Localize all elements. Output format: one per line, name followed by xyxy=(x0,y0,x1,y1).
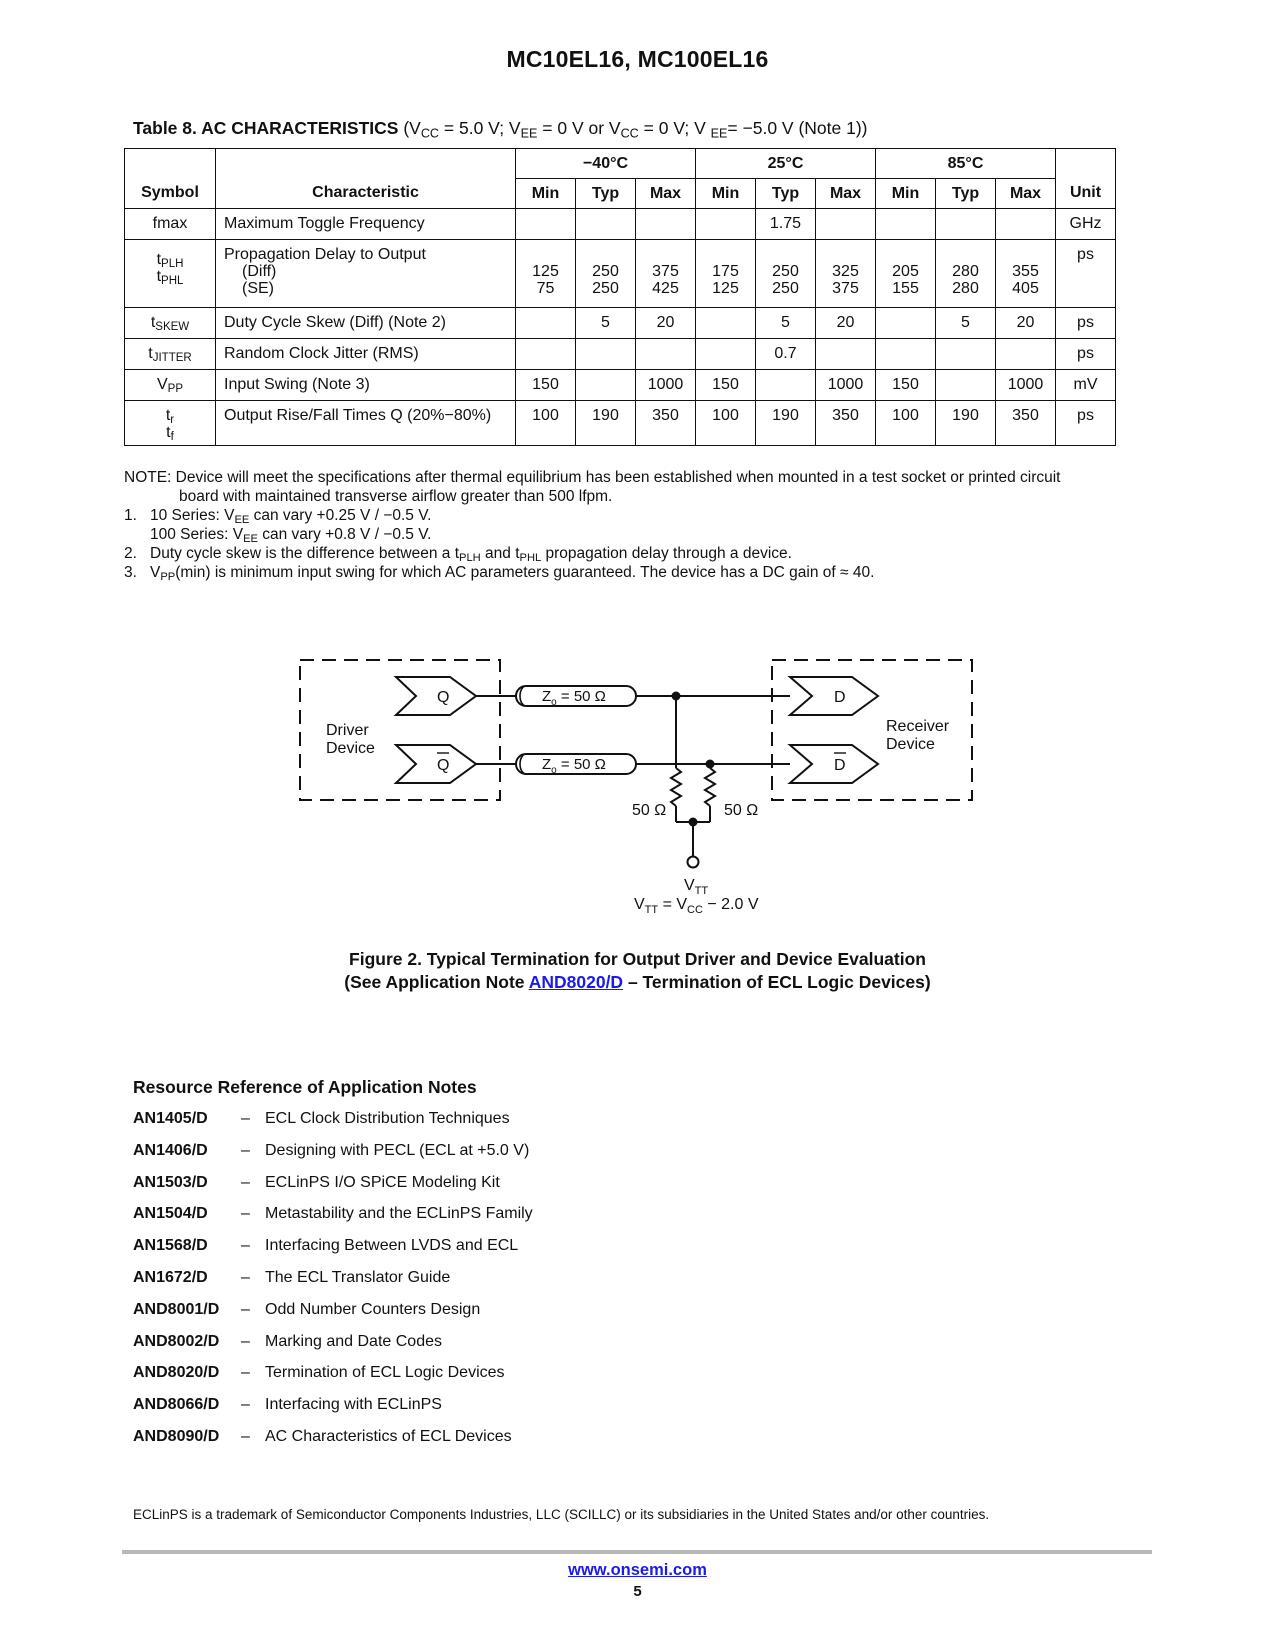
dash-separator: – xyxy=(241,1364,250,1382)
col-max: Max xyxy=(996,179,1056,209)
characteristic-cell: Random Clock Jitter (RMS) xyxy=(216,339,516,370)
app-note-id: AND8002/D xyxy=(133,1332,220,1350)
value-cell xyxy=(576,339,636,370)
resistor-1-label: 50 Ω xyxy=(632,802,667,819)
value-cell: 20 xyxy=(996,308,1056,339)
footer-divider xyxy=(122,1550,1152,1554)
value-cell xyxy=(996,339,1056,370)
value-cell xyxy=(636,209,696,240)
dash-separator: – xyxy=(241,1110,250,1127)
col-typ: Typ xyxy=(756,179,816,209)
table-row xyxy=(125,401,1116,446)
app-note-id: AN1405/D xyxy=(133,1110,208,1127)
col-characteristic: Characteristic xyxy=(216,149,516,209)
input-dbar-label: D xyxy=(834,757,846,774)
trademark-note: ECLinPS is a trademark of Semiconductor Components Industries, LLC (SCILLC) or its subsidiaries in the United States and/or other countries. xyxy=(133,1507,990,1522)
value-cell: 100 xyxy=(696,401,756,446)
unit-cell: ps xyxy=(1056,339,1116,370)
ac-characteristics-table xyxy=(124,148,1116,446)
vtt-equation: $V_{TT} = V_{CC} - 2.0$ V xyxy=(634,896,759,916)
dash-separator: – xyxy=(241,1427,250,1445)
temp-header: 85°C xyxy=(876,149,1056,179)
app-note-description: ECL Clock Distribution Techniques xyxy=(265,1110,510,1127)
table-header-row xyxy=(125,149,1116,179)
col-typ: Typ xyxy=(576,179,636,209)
value-cell: 355 405 xyxy=(996,240,1056,308)
value-cell: 5 xyxy=(936,308,996,339)
driver-buffer-qbar xyxy=(396,745,476,783)
transmission-line-qbar xyxy=(516,754,636,776)
value-cell xyxy=(696,308,756,339)
value-cell: 205 155 xyxy=(876,240,936,308)
value-cell xyxy=(576,370,636,401)
svg-text:Zo = 50 Ω: $Z_o = 50$ Ω xyxy=(542,688,606,708)
dash-separator: – xyxy=(241,1396,250,1414)
value-cell xyxy=(516,339,576,370)
page-number: 5 xyxy=(633,1583,642,1600)
app-note-description: Marking and Date Codes xyxy=(265,1332,442,1350)
value-cell: 20 xyxy=(816,308,876,339)
value-cell: 325 375 xyxy=(816,240,876,308)
vtt-terminal xyxy=(688,857,699,868)
driver-label-1: Driver xyxy=(326,722,369,739)
value-cell: 150 xyxy=(696,370,756,401)
value-cell xyxy=(516,308,576,339)
note-main: NOTE: Device will meet the specifications after thermal equilibrium has been established when mounted in a test socket or printed circuit board with maintained transverse airflow greater than 500 lfpm. xyxy=(124,469,1061,505)
symbol-cell: $V_{PP}$ xyxy=(125,370,216,401)
transmission-line-q xyxy=(516,686,636,708)
value-cell xyxy=(876,308,936,339)
col-min: Min xyxy=(876,179,936,209)
value-cell xyxy=(936,209,996,240)
temp-header: −40°C xyxy=(516,149,696,179)
table-row xyxy=(125,339,1116,370)
value-cell: 1.75 xyxy=(756,209,816,240)
termination-resistor-1 xyxy=(671,696,681,822)
value-cell: 0.7 xyxy=(756,339,816,370)
footer-url xyxy=(0,1561,1275,1580)
resource-title: Resource Reference of Application Notes xyxy=(133,1077,477,1097)
value-cell: 175 125 xyxy=(696,240,756,308)
input-d-label: D xyxy=(834,689,846,706)
value-cell: 100 xyxy=(876,401,936,446)
app-note-id: AN1672/D xyxy=(133,1268,208,1286)
value-cell xyxy=(876,209,936,240)
value-cell xyxy=(516,209,576,240)
app-note-description: Metastability and the ECLinPS Family xyxy=(265,1205,533,1223)
note-2: 2. Duty cycle skew is the difference between a $t_{PLH}$ and $t_{PHL}$ propagation delay through a device. xyxy=(124,545,792,565)
value-cell: 1000 xyxy=(636,370,696,401)
app-note-description: ECLinPS I/O SPiCE Modeling Kit xyxy=(265,1173,500,1191)
unit-cell: GHz xyxy=(1056,209,1116,240)
symbol-cell: $t_{JITTER}$ xyxy=(125,339,216,370)
symbol-cell: $t_{SKEW}$ xyxy=(125,308,216,339)
dash-separator: – xyxy=(241,1205,250,1223)
value-cell xyxy=(636,339,696,370)
note-1: 1. 10 Series: $V_{EE}$ can vary +0.25 V / −0.5 V. xyxy=(124,507,432,527)
value-cell xyxy=(936,339,996,370)
app-note-description: Designing with PECL (ECL at +5.0 V) xyxy=(265,1141,530,1159)
value-cell: 190 xyxy=(936,401,996,446)
value-cell: 190 xyxy=(756,401,816,446)
value-cell: 250 250 xyxy=(756,240,816,308)
table-row xyxy=(125,370,1116,401)
dash-separator: – xyxy=(241,1300,250,1318)
unit-cell: mV xyxy=(1056,370,1116,401)
value-cell: 350 xyxy=(636,401,696,446)
characteristic-cell: Output Rise/Fall Times Q (20%−80%) xyxy=(216,401,516,446)
app-note-description: Interfacing with ECLinPS xyxy=(265,1396,442,1414)
table-notes xyxy=(124,468,1164,582)
resistor-2-label: 50 Ω xyxy=(724,802,759,819)
temp-header: 25°C xyxy=(696,149,876,179)
col-unit: Unit xyxy=(1056,149,1116,209)
driver-label-2: Device xyxy=(326,740,375,757)
app-note-id: AN1503/D xyxy=(133,1173,208,1191)
value-cell xyxy=(876,339,936,370)
dash-separator: – xyxy=(241,1141,250,1159)
characteristic-cell: Propagation Delay to Output (Diff) (SE) xyxy=(216,240,516,308)
unit-cell: ps xyxy=(1056,308,1116,339)
symbol-cell: $t_{PLH}$ $t_{PHL}$ xyxy=(125,240,216,308)
value-cell: 100 xyxy=(516,401,576,446)
col-typ: Typ xyxy=(936,179,996,209)
termination-resistor-2 xyxy=(705,764,715,822)
value-cell: 150 xyxy=(876,370,936,401)
dash-separator: – xyxy=(241,1268,250,1286)
col-min: Min xyxy=(696,179,756,209)
receiver-label-2: Device xyxy=(886,736,935,753)
value-cell: 5 xyxy=(576,308,636,339)
app-note-id: AND8001/D xyxy=(133,1300,220,1318)
value-cell: 280 280 xyxy=(936,240,996,308)
table-caption: Table 8. AC CHARACTERISTICS ($V_{CC} = 5.0$ V; $V_{EE} = 0$ V or $V_{CC} = 0$ V; V $_{EE}$= −5.0 V (Note 1)) xyxy=(133,118,868,141)
app-note-link[interactable]: AND8020/D xyxy=(528,972,624,992)
output-q-label: Q xyxy=(437,689,450,706)
value-cell xyxy=(936,370,996,401)
table-caption-label: Table 8. AC CHARACTERISTICS xyxy=(133,118,399,138)
dash-separator: – xyxy=(241,1332,250,1350)
symbol-cell: $t_r$ $t_f$ xyxy=(125,401,216,446)
app-note-id: AND8066/D xyxy=(133,1396,220,1414)
table-row xyxy=(125,209,1116,240)
note-1b: 100 Series: $V_{EE}$ can vary +0.8 V / −0.5 V. xyxy=(150,526,432,546)
characteristic-cell: Input Swing (Note 3) xyxy=(216,370,516,401)
characteristic-cell: Maximum Toggle Frequency xyxy=(216,209,516,240)
note-3: 3. $V_{PP}(\min)$ is minimum input swing for which AC parameters guaranteed. The device has a DC gain of ≈ 40. xyxy=(124,564,875,584)
col-max: Max xyxy=(816,179,876,209)
value-cell: 5 xyxy=(756,308,816,339)
value-cell xyxy=(756,370,816,401)
app-note-id: AND8020/D xyxy=(133,1364,220,1382)
unit-cell: ps xyxy=(1056,240,1116,308)
value-cell: 150 xyxy=(516,370,576,401)
value-cell xyxy=(576,209,636,240)
col-min: Min xyxy=(516,179,576,209)
value-cell: 350 xyxy=(816,401,876,446)
symbol-cell: fmax xyxy=(125,209,216,240)
app-note-id: AN1504/D xyxy=(133,1205,208,1223)
unit-cell: ps xyxy=(1056,401,1116,446)
value-cell: 1000 xyxy=(816,370,876,401)
app-note-id: AND8090/D xyxy=(133,1427,220,1445)
value-cell: 375 425 xyxy=(636,240,696,308)
app-note-description: Interfacing Between LVDS and ECL xyxy=(265,1237,519,1255)
value-cell: 125 75 xyxy=(516,240,576,308)
app-note-description: Odd Number Counters Design xyxy=(265,1300,481,1318)
receiver-label-1: Receiver xyxy=(886,718,950,735)
app-note-id: AN1406/D xyxy=(133,1141,208,1159)
website-link[interactable]: www.onsemi.com xyxy=(568,1561,707,1579)
value-cell xyxy=(816,209,876,240)
col-symbol: Symbol xyxy=(125,149,216,209)
dash-separator: – xyxy=(241,1237,250,1255)
svg-text:Zo = 50 Ω: $Z_o = 50$ Ω xyxy=(542,756,606,776)
value-cell: 190 xyxy=(576,401,636,446)
app-note-description: Termination of ECL Logic Devices xyxy=(265,1364,505,1382)
dash-separator: – xyxy=(241,1173,250,1191)
value-cell: 20 xyxy=(636,308,696,339)
value-cell: 350 xyxy=(996,401,1056,446)
page-title: MC10EL16, MC100EL16 xyxy=(506,46,769,72)
value-cell xyxy=(696,209,756,240)
characteristic-cell: Duty Cycle Skew (Diff) (Note 2) xyxy=(216,308,516,339)
termination-circuit-diagram xyxy=(290,650,980,940)
value-cell xyxy=(696,339,756,370)
app-note-id: AN1568/D xyxy=(133,1237,208,1255)
table-row xyxy=(125,240,1116,308)
app-note-description: AC Characteristics of ECL Devices xyxy=(265,1427,512,1445)
value-cell xyxy=(816,339,876,370)
app-note-description: The ECL Translator Guide xyxy=(265,1268,451,1286)
table-row xyxy=(125,308,1116,339)
driver-buffer-q xyxy=(396,677,476,715)
figure-caption: Figure 2. Typical Termination for Output Driver and Device Evaluation (See Application Note AND8020/D – Termination of ECL Logic Devices) xyxy=(344,949,931,992)
output-qbar-label: Q xyxy=(437,757,450,774)
value-cell xyxy=(996,209,1056,240)
value-cell: 250 250 xyxy=(576,240,636,308)
value-cell: 1000 xyxy=(996,370,1056,401)
vtt-label: $V_{TT}$ xyxy=(684,877,709,897)
col-max: Max xyxy=(636,179,696,209)
